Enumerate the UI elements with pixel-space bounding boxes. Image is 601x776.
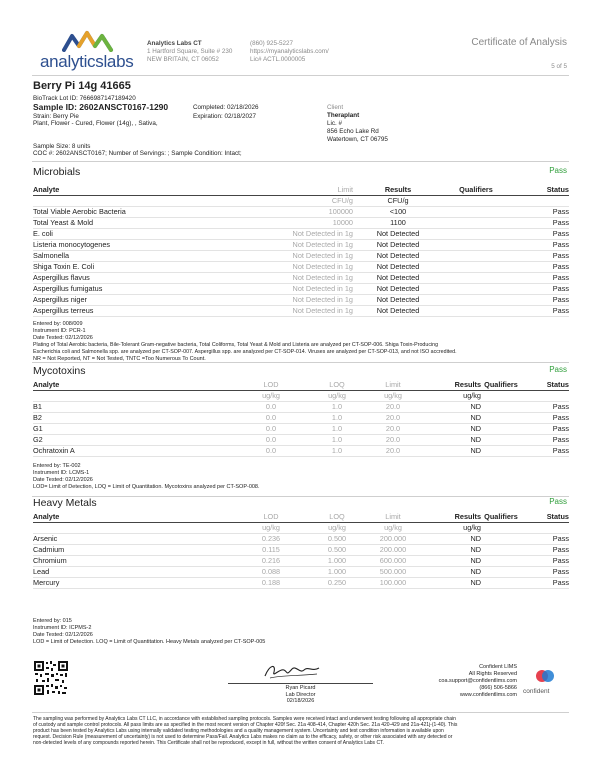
- table-row: G1 0.0 1.0 20.0 ND Pass: [33, 424, 569, 433]
- qr-code-icon: [33, 660, 69, 696]
- expiration-date: Expiration: 02/18/2027: [193, 113, 257, 120]
- table-row: Aspergillus niger Not Detected in 1g Not Detected Pass: [33, 295, 569, 304]
- lab-license: Lic# ACTL.0000005: [250, 56, 306, 63]
- doc-title: Certificate of Analysis: [471, 37, 567, 48]
- lab-info: [147, 40, 232, 64]
- signer-name: Ryan Picard: [285, 685, 316, 691]
- lab-address-1: 1 Hartford Square, Suite # 230: [147, 48, 233, 55]
- unit-results: CFU/g: [353, 196, 443, 207]
- table-row: B2 0.0 1.0 20.0 ND Pass: [33, 413, 569, 422]
- client-address-2: Watertown, CT 06795: [327, 136, 388, 143]
- units-row: ug/kg ug/kg ug/kg ug/kg: [33, 523, 569, 534]
- table-row: Total Viable Aerobic Bacteria 100000 <100 Pass: [33, 207, 569, 216]
- client-block: [327, 104, 388, 144]
- client-label: Client: [327, 104, 344, 111]
- signer-title: Lab Director: [285, 691, 316, 698]
- mycotoxins-title: Mycotoxins: [33, 365, 86, 377]
- signature-date: 02/18/2026: [286, 698, 315, 704]
- table-row: Aspergillus fumigatus Not Detected in 1g Not Detected Pass: [33, 284, 569, 293]
- confident-rights: All Rights Reserved: [468, 671, 517, 677]
- units-row: [33, 196, 569, 207]
- confident-email[interactable]: coa.support@confidentlims.com: [438, 678, 517, 684]
- microbials-status: Pass: [549, 166, 567, 175]
- col-analyte: Analyte: [33, 185, 263, 196]
- confident-logo: [523, 668, 567, 698]
- strain: Strain: Berry Pie: [33, 113, 79, 120]
- mycotoxins-notes: Entered by: TE-002 Instrument ID: LCMS-1 Date Tested: 02/12/2026 LOD= Limit of Detection, LOQ = Limit of Quantitation. Mycotoxins analyzed per CT-SOP-008.: [33, 463, 260, 490]
- table-row: Total Yeast & Mold 10000 1100 Pass: [33, 218, 569, 227]
- heavy-metals-notes: Entered by: 015 Instrument ID: ICPMS-2 Date Tested: 02/12/2026 LOD = Limit of Detection. LOQ = Limit of Quantitation. Heavy Metals analyzed per CT-SOP-005: [33, 618, 266, 645]
- unit-limit: CFU/g: [263, 196, 353, 207]
- logo-text: analyticslabs: [40, 52, 134, 71]
- table-row: Aspergillus terreus Not Detected in 1g Not Detected Pass: [33, 306, 569, 315]
- table-header: [33, 185, 569, 196]
- confident-info: [439, 664, 517, 699]
- table-row: Shiga Toxin E. Coli Not Detected in 1g Not Detected Pass: [33, 262, 569, 271]
- mycotoxins-divider: [32, 496, 569, 497]
- client-lic: Lic. #: [327, 120, 343, 127]
- heavy-metals-status: Pass: [549, 497, 567, 506]
- coc-line: COC #: 2602ANSCT0167; Number of Servings: ; Sample Condition: Intact;: [33, 150, 242, 157]
- mycotoxins-table: [33, 380, 569, 457]
- completed-date: Completed: 02/18/2026: [193, 104, 259, 111]
- lab-website[interactable]: https://myanalyticslabs.com/: [250, 48, 329, 55]
- col-status: Status: [509, 185, 569, 196]
- header-divider: [32, 75, 569, 76]
- signature-block: [228, 685, 373, 705]
- microbials-table: [33, 185, 569, 317]
- confident-logo-icon: [535, 668, 555, 686]
- disclaimer: The sampling was performed by Analytics Labs CT LLC, in accordance with established sampling protocols. Samples were received intact and underwent testing following all appropriate chain of custody and sample control protocols. All pass limits are as specified in the most recent version of Chapter 420f Sec. 21a 408-414, Chapter 420h Sec. 21a 420-429 and 21a-421j-(1-40). This product has been tested by Analytics Labs using internally validated testing methodologies and a quality management system. Uncertainty and test condition information is available upon request. Decision Rule (measurement of uncertainty) is not used to determine Pass/Fail. Analytics Labs makes no claim as to the efficacy, safety, or other risk associated with any detected or non-detected levels of any compounds reported herein. This Certificate shall not be reproduced, except in full, without the written consent of Analytics Labs CT.: [33, 716, 458, 746]
- col-limit: Limit: [263, 185, 353, 196]
- lab-phone: (860) 925-5227: [250, 40, 294, 47]
- col-results: Results: [353, 185, 443, 196]
- table-header: Analyte LOD LOQ Limit Results Qualifiers Status: [33, 512, 569, 521]
- matrix: Plant, Flower - Cured, Flower (14g), , Sativa,: [33, 120, 158, 127]
- mycotoxins-status: Pass: [549, 365, 567, 374]
- table-header: Analyte LOD LOQ Limit Results Qualifiers Status: [33, 380, 569, 389]
- col-qualifiers: Qualifiers: [443, 185, 509, 196]
- table-row: Ochratoxin A 0.0 1.0 20.0 ND Pass: [33, 446, 569, 455]
- lab-contact: [250, 40, 329, 64]
- page-number: 5 of 5: [551, 63, 567, 70]
- microbials-title: Microbials: [33, 166, 81, 178]
- lab-logo: [40, 30, 134, 72]
- table-row: G2 0.0 1.0 20.0 ND Pass: [33, 435, 569, 444]
- table-row: Aspergillus flavus Not Detected in 1g Not Detected Pass: [33, 273, 569, 282]
- units-row: ug/kg ug/kg ug/kg ug/kg: [33, 391, 569, 402]
- footer-divider: [32, 712, 569, 713]
- client-address-1: 856 Echo Lake Rd: [327, 128, 379, 135]
- sample-id: Sample ID: 2602ANSCT0167-1290: [33, 102, 169, 112]
- table-row: Mercury 0.188 0.250 100.000 ND Pass: [33, 578, 569, 587]
- sample-size: Sample Size: 8 units: [33, 143, 91, 150]
- table-row: Listeria monocytogenes Not Detected in 1g Not Detected Pass: [33, 240, 569, 249]
- client-name: Theraplant: [327, 112, 360, 119]
- table-row: B1 0.0 1.0 20.0 ND Pass: [33, 402, 569, 411]
- table-row: Salmonella Not Detected in 1g Not Detected Pass: [33, 251, 569, 260]
- signature-icon: [262, 660, 322, 682]
- microbials-divider: [32, 362, 569, 363]
- confident-web[interactable]: www.confidentlims.com: [459, 692, 517, 698]
- product-name: Berry Pi 14g 41665: [33, 80, 131, 92]
- table-row: Chromium 0.216 1.000 600.000 ND Pass: [33, 556, 569, 565]
- table-row: Lead 0.088 1.000 500.000 ND Pass: [33, 567, 569, 576]
- table-row: Arsenic 0.236 0.500 200.000 ND Pass: [33, 534, 569, 543]
- microbials-notes: Entered by: 008/009 Instrument ID: PCR-1 Date Tested: 02/12/2026 Plating of Total Aerobic bacteria, Bile-Tolerant Gram-negative bacteria, Total Coliforms, Total Yeast & Mold and Listeria are analyzed per CT-SOP-006. Shiga Toxin-Producing Escherichia coli and Salmonella spp. are analyzed per CT-SOP-007. Aspergillus spp. are analyzed per CT-SOP-014. Viruses are analyzed per CT-SOP-013, and not ISO accredited. NR = Not Reported, NT = Not Tested, TNTC =Too Numerous To Count.: [33, 321, 457, 362]
- lab-address-2: NEW BRITAIN, CT 06052: [147, 56, 219, 63]
- logo-mountains-icon: [62, 30, 114, 52]
- confident-phone: (866) 506-5866: [479, 685, 517, 691]
- confident-name: Confident LIMS: [479, 664, 517, 670]
- sample-divider: [32, 161, 569, 162]
- table-row: E. coli Not Detected in 1g Not Detected Pass: [33, 229, 569, 238]
- heavy-metals-title: Heavy Metals: [33, 497, 97, 509]
- confident-logo-text: confident: [523, 688, 550, 695]
- signature-line: [228, 683, 373, 684]
- heavy-metals-table: [33, 512, 569, 589]
- lab-name: Analytics Labs CT: [147, 40, 202, 47]
- table-row: Cadmium 0.115 0.500 200.000 ND Pass: [33, 545, 569, 554]
- lot-id: BioTrack Lot ID: 7666987147189420: [33, 95, 136, 102]
